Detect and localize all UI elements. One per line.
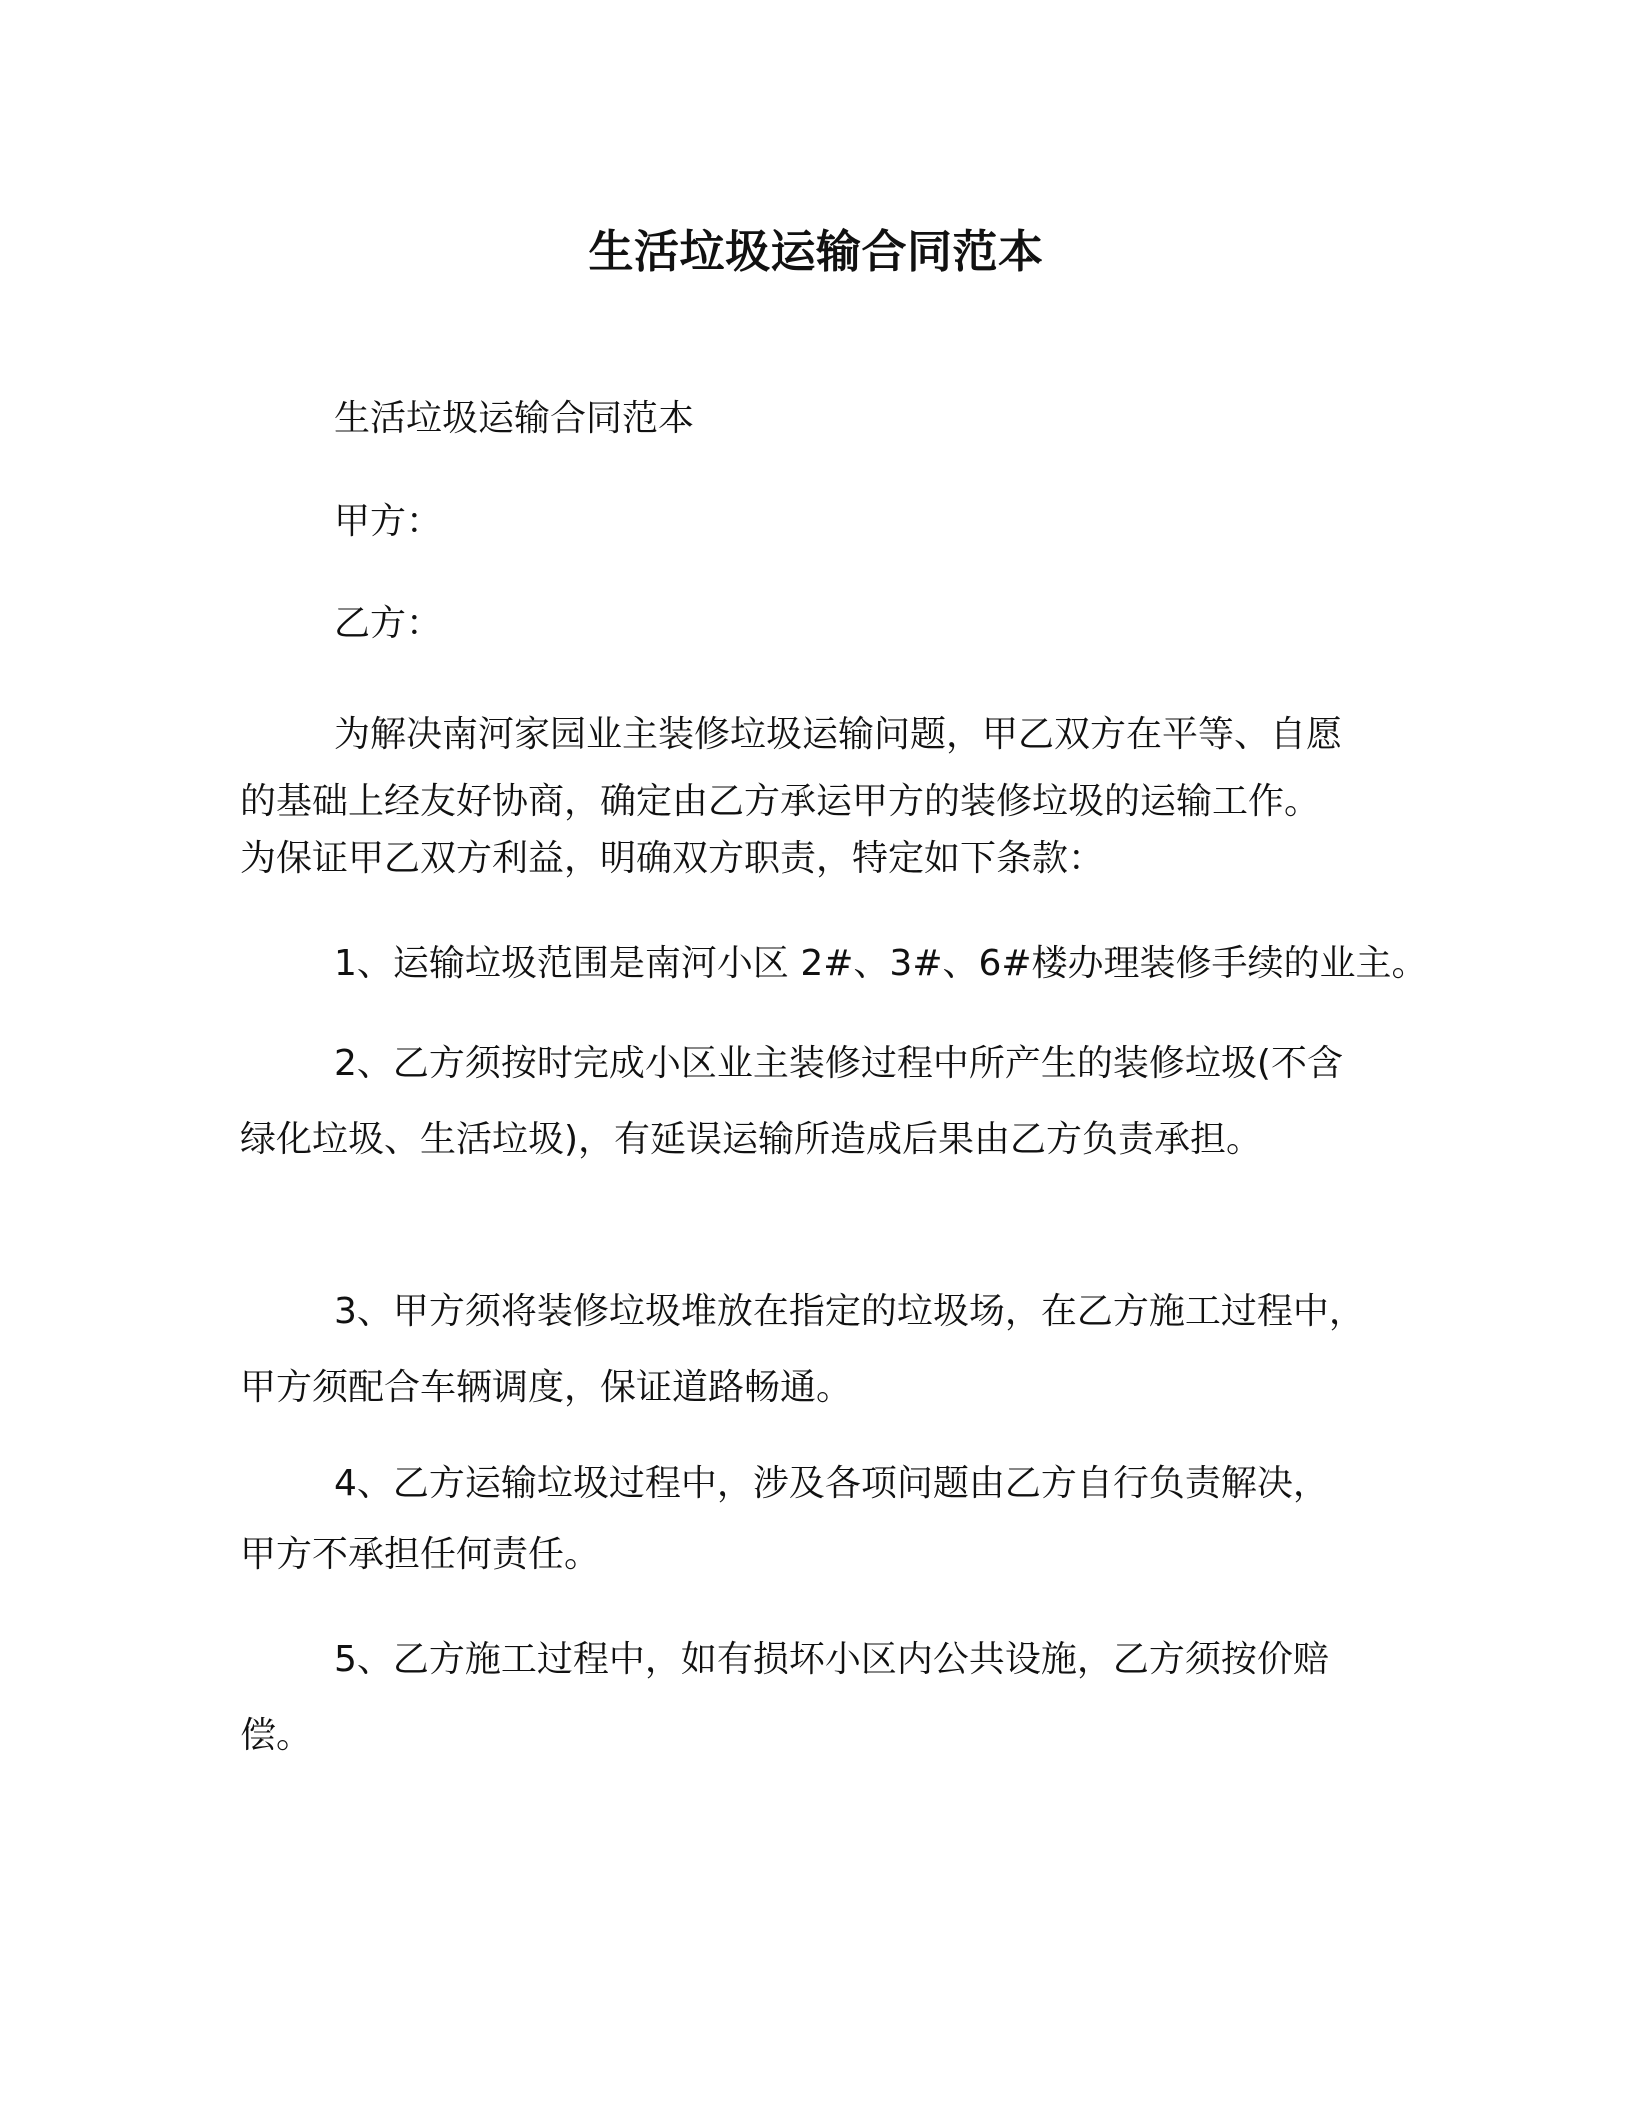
clause-line: 偿。 [240, 1715, 313, 1756]
clause-3 [240, 1286, 1365, 1438]
clause-2 [240, 1038, 1343, 1190]
clause-line: 1、运输垃圾范围是南河小区 2#、3#、6#楼办理装修手续的业主。 [334, 943, 1428, 984]
party-b-field [240, 595, 442, 646]
intro-line: 的基础上经友好协商，确定由乙方承运甲方的装修垃圾的运输工作。 [240, 781, 1321, 822]
clause-5 [240, 1634, 1329, 1786]
clause-line: 5、乙方施工过程中，如有损坏小区内公共设施，乙方须按价赔 [334, 1639, 1329, 1680]
clause-line: 4、乙方运输垃圾过程中，涉及各项问题由乙方自行负责解决， [334, 1463, 1329, 1504]
intro-paragraph [240, 697, 1342, 887]
party-a-label: 甲方： [334, 501, 443, 542]
clause-line: 2、乙方须按时完成小区业主装修过程中所产生的装修垃圾(不含 [334, 1043, 1343, 1084]
clause-line: 绿化垃圾、生活垃圾)，有延误运输所造成后果由乙方负责承担。 [240, 1119, 1263, 1160]
party-a-field [240, 493, 442, 544]
document-subtitle [240, 390, 694, 441]
subtitle-text: 生活垃圾运输合同范本 [334, 398, 695, 439]
clause-line: 甲方须配合车辆调度，保证道路畅通。 [240, 1367, 853, 1408]
intro-line: 为解决南河家园业主装修垃圾运输问题，甲乙双方在平等、自愿 [334, 714, 1343, 755]
party-b-label: 乙方： [334, 603, 443, 644]
clause-line: 甲方不承担任何责任。 [240, 1534, 601, 1575]
intro-line: 为保证甲乙双方利益，明确双方职责，特定如下条款： [240, 838, 1105, 879]
document-title: 生活垃圾运输合同范本 [588, 225, 1044, 278]
clause-line: 3、甲方须将装修垃圾堆放在指定的垃圾场，在乙方施工过程中， [334, 1291, 1365, 1332]
clause-4 [240, 1458, 1329, 1600]
clause-1 [240, 935, 1428, 986]
